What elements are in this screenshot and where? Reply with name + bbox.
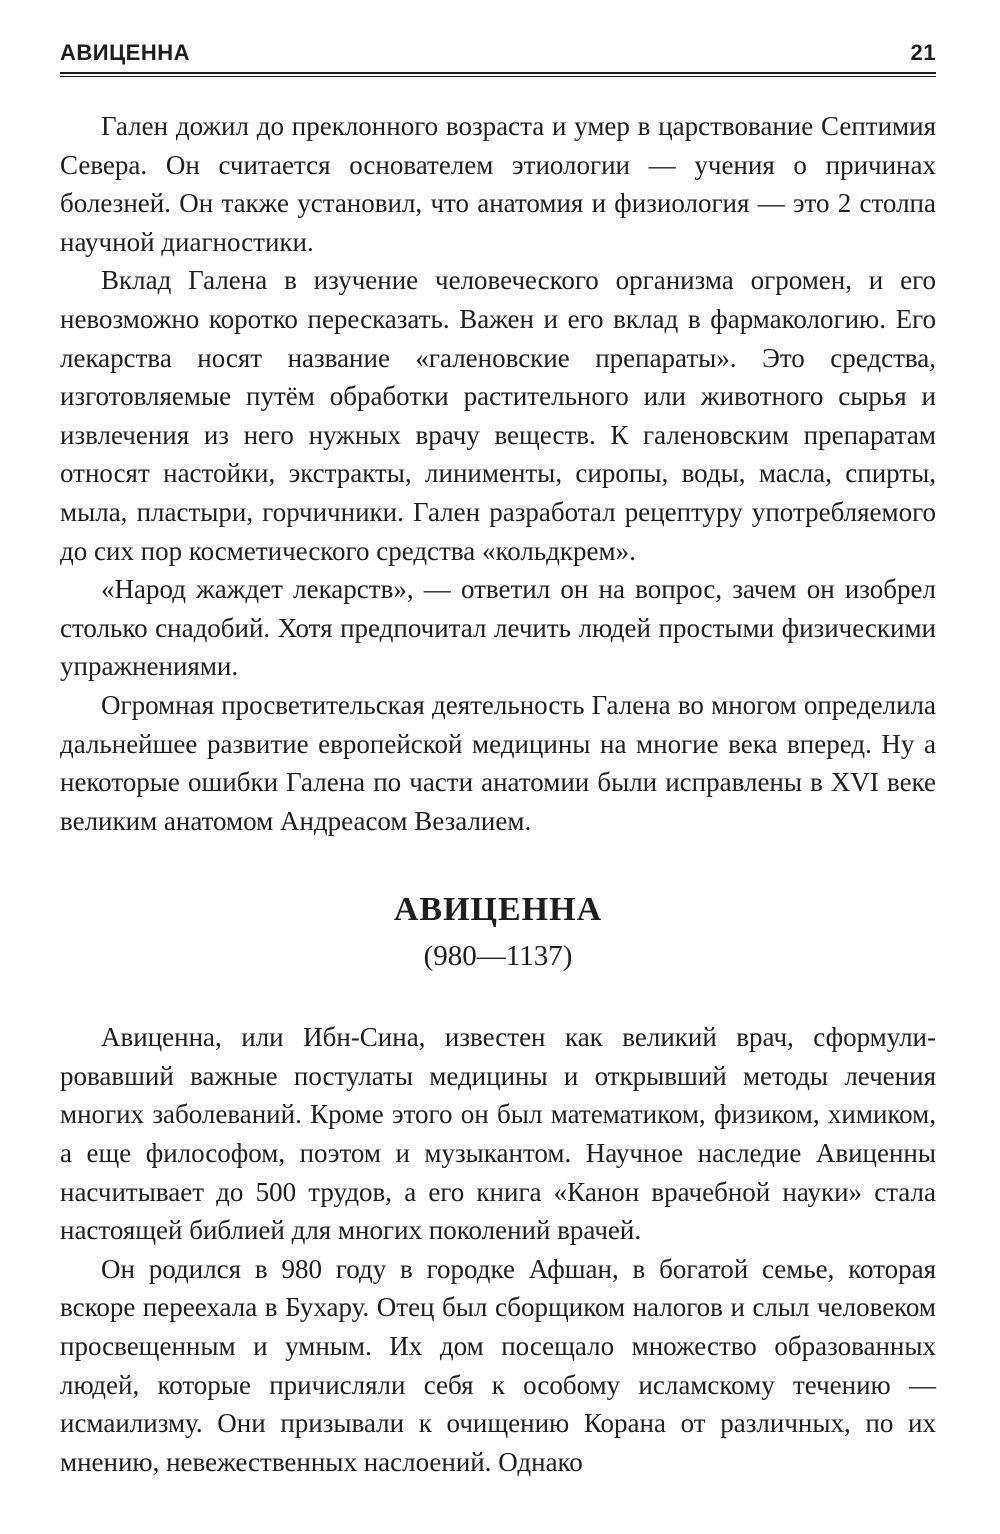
avicenna-section-text (60, 1018, 936, 1481)
running-title: АВИЦЕННА (60, 40, 190, 65)
paragraph: Он родился в 980 году в городке Афшан, в богатой семье, которая вскоре переехала в Бухару. Отец был сборщиком налогов и слыл человеком просвещенным и умным. Их дом посещало множество образованных людей, которые причисляли себя к особому исламскому течению — исмаилизму. Они призывали к очищению Корана от различных, по их мнению, невежественных наслоений. Однако (60, 1253, 936, 1477)
book-page (60, 40, 936, 1481)
paragraph: Авиценна, или Ибн-Сина, известен как великий врач, сформулировавший важные постулаты медицины и открывший методы лечения многих заболеваний. Кроме этого он был математиком, физиком, химиком, а еще философом, поэтом и музыкантом. Научное наследие Авиценны насчитывает до 500 трудов, а его книга «Канон врачебной науки» стала настоящей библией для многих поколений врачей. (60, 1022, 936, 1246)
galen-section-text (60, 107, 936, 840)
paragraph: Вклад Галена в изучение человеческого организма огромен, и его невозможно коротко пересказать. Важен и его вклад в фармакологию. Его лекарства носят название «галеновские препараты». Это средства, изготовляемые путём обработки растительного или животного сырья и извлечения из него нужных врачу веществ. К галеновским препаратам относят настойки, экстракты, линименты, сиропы, воды, масла, спирты, мыла, пластыри, горчичники. Гален разработал рецептуру употребляемого до сих пор косметического средства «кольдкрем». (60, 265, 936, 566)
paragraph: Огромная просветительская деятельность Галена во многом определила дальнейшее развитие европейской медицины на многие века вперед. Ну а некоторые ошибки Галена по части анатомии были исправлены в XVI веке великим анатомом Андреасом Везалием. (60, 689, 936, 836)
section-title: АВИЦЕННА (393, 891, 603, 929)
paragraph: «Народ жаждет лекарств», — ответил он на вопрос, зачем он изобрел столько снадобий. Хотя предпочитал лечить людей простыми физическими упражнениями. (60, 574, 936, 682)
header-rule (60, 72, 936, 77)
section-years: (980—1137) (423, 940, 573, 973)
page-number: 21 (910, 40, 936, 65)
paragraph: Гален дожил до преклонного возраста и умер в царствование Септимия Севера. Он считается основателем этиологии — учения о причинах болезней. Он также установил, что анатомия и физиология — это 2 столпа научной диагностики. (60, 111, 936, 257)
running-head (60, 40, 936, 70)
